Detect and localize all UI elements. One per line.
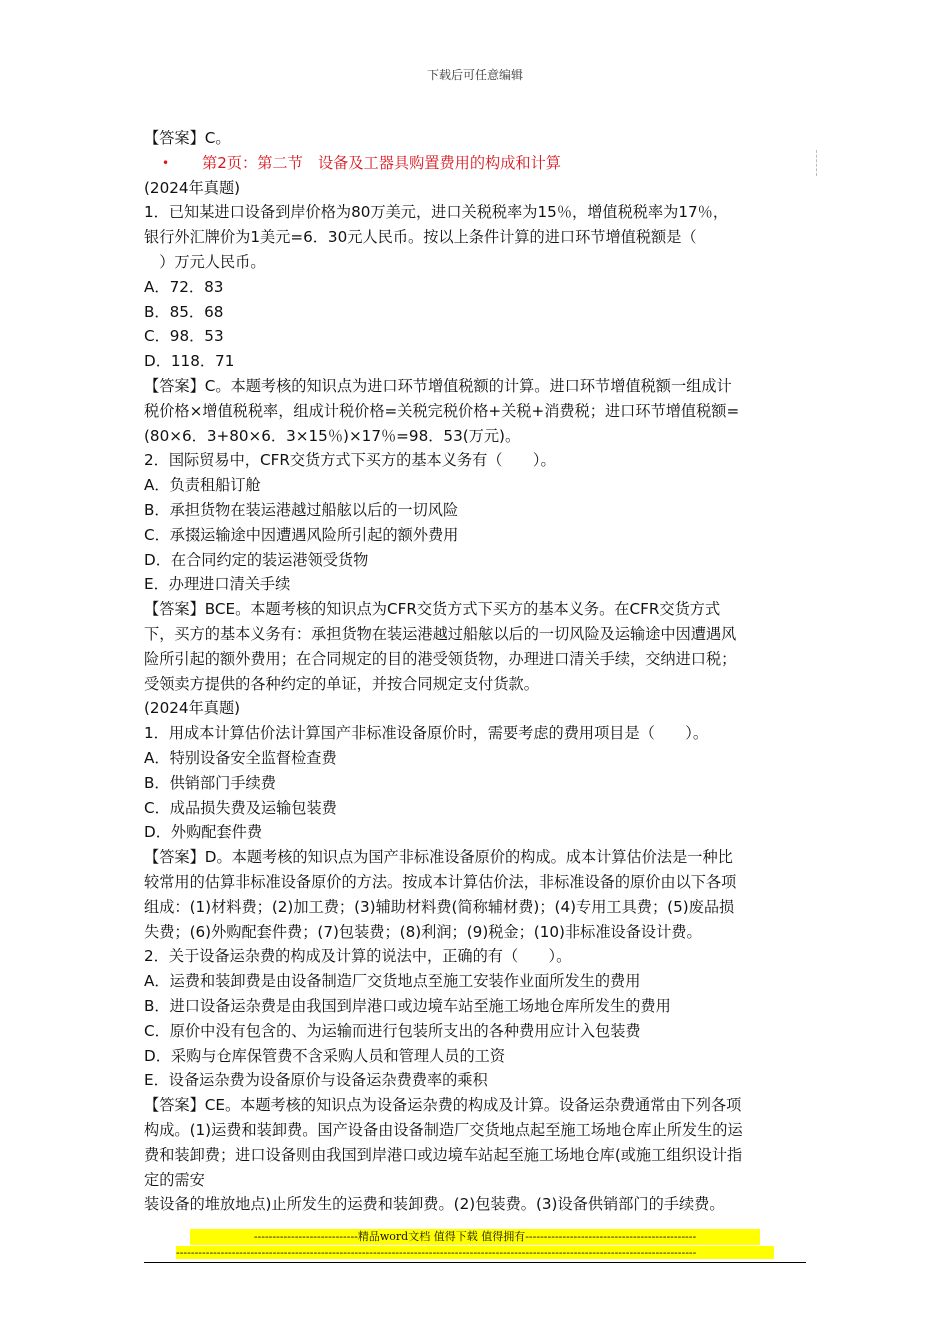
text-line: 银行外汇牌价为1美元=6．30元人民币。按以上条件计算的进口环节增值税额是（ xyxy=(144,228,697,247)
option-line: B．85．68 xyxy=(144,302,224,321)
text-line: 构成。(1)运费和装卸费。国产设备由设备制造厂交货地点起至施工场地仓库止所发生的运 xyxy=(144,1120,743,1139)
text-line: 较常用的估算非标准设备原价的方法。按成本计算估价法，非标准设备的原价由以下各项 xyxy=(144,873,737,891)
option-line: D．采购与仓库保管费不含采购人员和管理人员的工资 xyxy=(144,1046,506,1065)
option-line: C．98．53 xyxy=(144,327,224,346)
option-line: A．特别设备安全监督检查费 xyxy=(144,749,337,768)
answer-line: 【答案】C。 xyxy=(144,129,231,147)
option-line: E．办理进口清关手续 xyxy=(144,575,291,594)
text-line: 【答案】BCE。本题考核的知识点为CFR交货方式下买方的基本义务。在CFR交货方式 xyxy=(144,600,721,619)
section-heading xyxy=(144,151,809,176)
text-line: 定的需安 xyxy=(144,1170,205,1189)
text-line: 【答案】C。本题考核的知识点为进口环节增值税额的计算。进口环节增值税额一组成计 xyxy=(144,377,732,396)
footer-banner: ----------------------------精品word文档 值得下载 值得拥有---------------------------------------------- xyxy=(190,1229,760,1245)
text-line: 受领卖方提供的各种约定的单证，并按合同规定支付货款。 xyxy=(144,674,539,693)
footer-dashes: -------------------------------------------------------------------------------------------------------------------------------------------- xyxy=(176,1246,774,1259)
option-line: B．进口设备运杂费是由我国到岸港口或边境车站至施工场地仓库所发生的费用 xyxy=(144,996,671,1015)
text-line: 2．国际贸易中，CFR交货方式下买方的基本义务有（ ）。 xyxy=(144,451,556,470)
text-line: 【答案】CE。本题考核的知识点为设备运杂费的构成及计算。设备运杂费通常由下列各项 xyxy=(144,1096,742,1115)
text-line: 装设备的堆放地点)止所发生的运费和装卸费。(2)包装费。(3)设备供销部门的手续费。 xyxy=(144,1195,725,1214)
option-line: C．承掇运输途中因遭遇风险所引起的额外费用 xyxy=(144,525,459,544)
option-line: D．外购配套件费 xyxy=(144,823,263,842)
document-body xyxy=(144,126,809,1217)
text-line: ）万元人民币。 xyxy=(144,253,266,272)
text-line: 下，买方的基本义务有：承担货物在装运港越过船舷以后的一切风险及运输途中因遭遇风 xyxy=(144,625,737,644)
footer-rule xyxy=(144,1262,806,1263)
bullet-icon: • xyxy=(162,155,170,170)
text-line: 1．用成本计算估价法计算国产非标准设备原价时，需要考虑的费用项目是（ ）。 xyxy=(144,724,709,743)
text-line: 组成：(1)材料费；(2)加工费；(3)辅助材料费(简称辅材费)；(4)专用工具费；(5)废品损 xyxy=(144,897,735,916)
text-line: (80×6．3+80×6．3×15％)×17％=98．53(万元)。 xyxy=(144,426,521,445)
option-line: B．承担货物在装运港越过船舷以后的一切风险 xyxy=(144,501,459,520)
text-line: 【答案】D。本题考核的知识点为国产非标准设备原价的构成。成本计算估价法是一种比 xyxy=(144,848,733,867)
option-line: C．原价中没有包含的、为运输而进行包装所支出的各种费用应计入包装费 xyxy=(144,1021,641,1040)
text-line: 险所引起的额外费用；在合同规定的目的港受领货物，办理进口清关手续，交纳进口税； xyxy=(144,649,737,668)
option-line: C．成品损失费及运输包装费 xyxy=(144,798,337,817)
option-line: A．负责租船订舱 xyxy=(144,476,261,495)
section-heading-text: 第2页：第二节 设备及工器具购置费用的构成和计算 xyxy=(202,153,561,172)
option-line: D．在合同约定的装运港领受货物 xyxy=(144,550,369,569)
option-line: A．运费和装卸费是由设备制造厂交货地点至施工安装作业面所发生的费用 xyxy=(144,972,641,991)
text-line: 1．已知某进口设备到岸价格为80万美元，进口关税税率为15％，增值税税率为17％， xyxy=(144,203,729,222)
margin-mark xyxy=(816,150,818,176)
text-line: 2．关于设备运杂费的构成及计算的说法中，正确的有（ ）。 xyxy=(144,947,572,966)
option-line: A．72．83 xyxy=(144,277,224,296)
text-line: (2024年真题) xyxy=(144,699,241,718)
text-line: 税价格×增值税税率，组成计税价格=关税完税价格+关税+消费税；进口环节增值税额= xyxy=(144,401,740,420)
text-line: 费和装卸费；进口设备则由我国到岸港口或边境车站起至施工场地仓库(或施工组织设计指 xyxy=(144,1145,743,1164)
text-line: 失费；(6)外购配套件费；(7)包装费；(8)利润；(9)税金；(10)非标准设备设计费。 xyxy=(144,922,702,941)
page-header: 下载后可任意编辑 xyxy=(426,68,523,82)
option-line: B．供销部门手续费 xyxy=(144,773,276,792)
option-line: D．118．71 xyxy=(144,352,235,371)
option-line: E．设备运杂费为设备原价与设备运杂费费率的乘积 xyxy=(144,1071,488,1090)
text-line: (2024年真题) xyxy=(144,178,241,197)
